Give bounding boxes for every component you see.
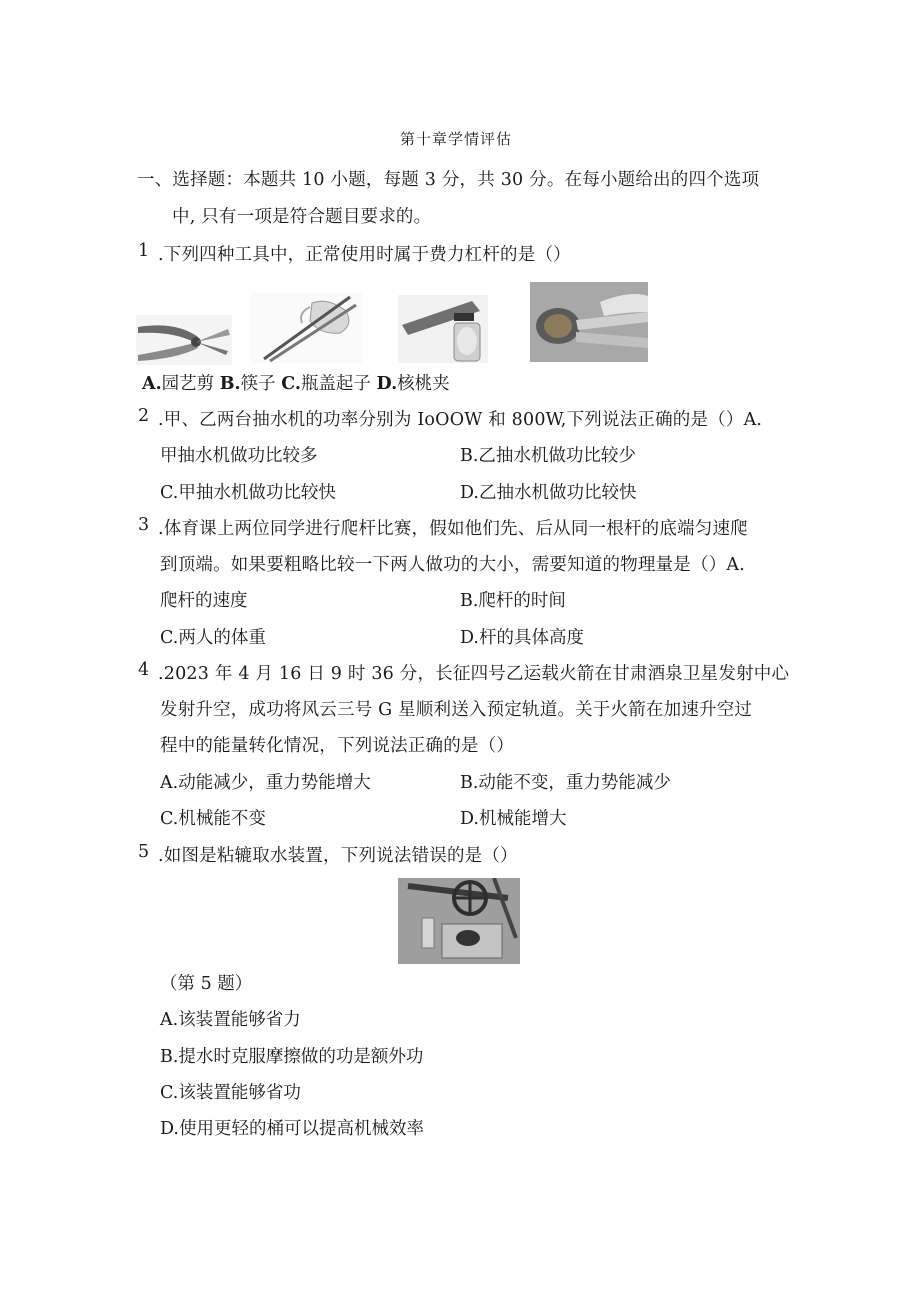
- q1-option-c-letter: C.: [281, 374, 301, 394]
- q5-option-d: D.使用更轻的桶可以提高机械效率: [160, 1119, 424, 1139]
- q4-text-line2: 发射升空，成功将风云三号 G 星顺利送入预定轨道。关于火箭在加速升空过: [160, 700, 753, 720]
- q1-option-d-letter: D.: [376, 374, 398, 394]
- q3-number: 3: [138, 515, 150, 535]
- q1-option-b-letter: B.: [219, 374, 241, 394]
- q3-option-c: C.两人的体重: [160, 628, 266, 648]
- q2-number: 2: [138, 406, 150, 426]
- q5-text: .如图是粘辘取水装置，下列说法错误的是（）: [158, 846, 518, 866]
- q5-figure-caption: （第 5 题）: [160, 974, 253, 994]
- q2-option-c: C.甲抽水机做功比较快: [160, 483, 336, 503]
- q3-option-b: B.爬杆的时间: [460, 591, 566, 611]
- q5-number: 5: [138, 842, 150, 862]
- section-heading-line1: 一、选择题：本题共 10 小题，每题 3 分，共 30 分。在每小题给出的四个选项: [137, 170, 760, 190]
- page-title: 第十章学情评估: [400, 130, 513, 148]
- q5-option-c: C.该装置能够省功: [160, 1083, 301, 1103]
- q1-option-c-text: 瓶盖起子: [300, 374, 371, 394]
- q1-options: [142, 370, 450, 395]
- well-windlass-image: [398, 878, 520, 964]
- q4-option-c: C.机械能不变: [160, 809, 266, 829]
- q4-text-line3: 程中的能量转化情况，下列说法正确的是（）: [160, 736, 514, 756]
- q2-text: .甲、乙两台抽水机的功率分别为 IoOOW 和 800W,下列说法正确的是（）A.: [158, 410, 763, 430]
- q4-option-b: B.动能不变，重力势能减少: [460, 773, 671, 793]
- q2-option-d: D.乙抽水机做功比较快: [460, 483, 637, 503]
- q1-option-a-letter: A.: [142, 374, 162, 394]
- q4-option-a: A.动能减少，重力势能增大: [160, 773, 371, 793]
- q1-option-a-text: 园艺剪: [161, 374, 215, 394]
- q4-text-line1: .2023 年 4 月 16 日 9 时 36 分，长征四号乙运载火箭在甘肃酒泉卫星发射中心: [158, 664, 790, 684]
- garden-shears-image: [136, 315, 232, 365]
- q4-number: 4: [138, 660, 150, 680]
- q3-option-d: D.杆的具体高度: [460, 628, 584, 648]
- q1-text: .下列四种工具中，正常使用时属于费力杠杆的是（）: [158, 245, 571, 265]
- q5-option-a: A.该装置能够省力: [160, 1010, 301, 1030]
- nutcracker-image: [530, 282, 648, 362]
- chopsticks-image: [250, 293, 362, 363]
- q3-option-a: 爬杆的速度: [160, 591, 248, 611]
- section-heading-line2: 中, 只有一项是符合题目要求的。: [172, 207, 432, 227]
- bottle-opener-image: [398, 295, 488, 363]
- q4-option-d: D.机械能增大: [460, 809, 567, 829]
- q3-text-line1: .体育课上两位同学进行爬杆比赛，假如他们先、后从同一根杆的底端匀速爬: [158, 519, 748, 539]
- q5-option-b: B.提水时克服摩擦做的功是额外功: [160, 1047, 424, 1067]
- q2-option-a: 甲抽水机做功比较多: [160, 446, 318, 466]
- q1-option-b-text: 筷子: [240, 374, 276, 394]
- q2-option-b: B.乙抽水机做功比较少: [460, 446, 636, 466]
- q1-number: 1: [138, 241, 150, 261]
- q3-text-line2: 到顶端。如果要粗略比较一下两人做功的大小，需要知道的物理量是（）A.: [160, 555, 745, 575]
- q1-option-d-text: 核桃夹: [397, 374, 450, 394]
